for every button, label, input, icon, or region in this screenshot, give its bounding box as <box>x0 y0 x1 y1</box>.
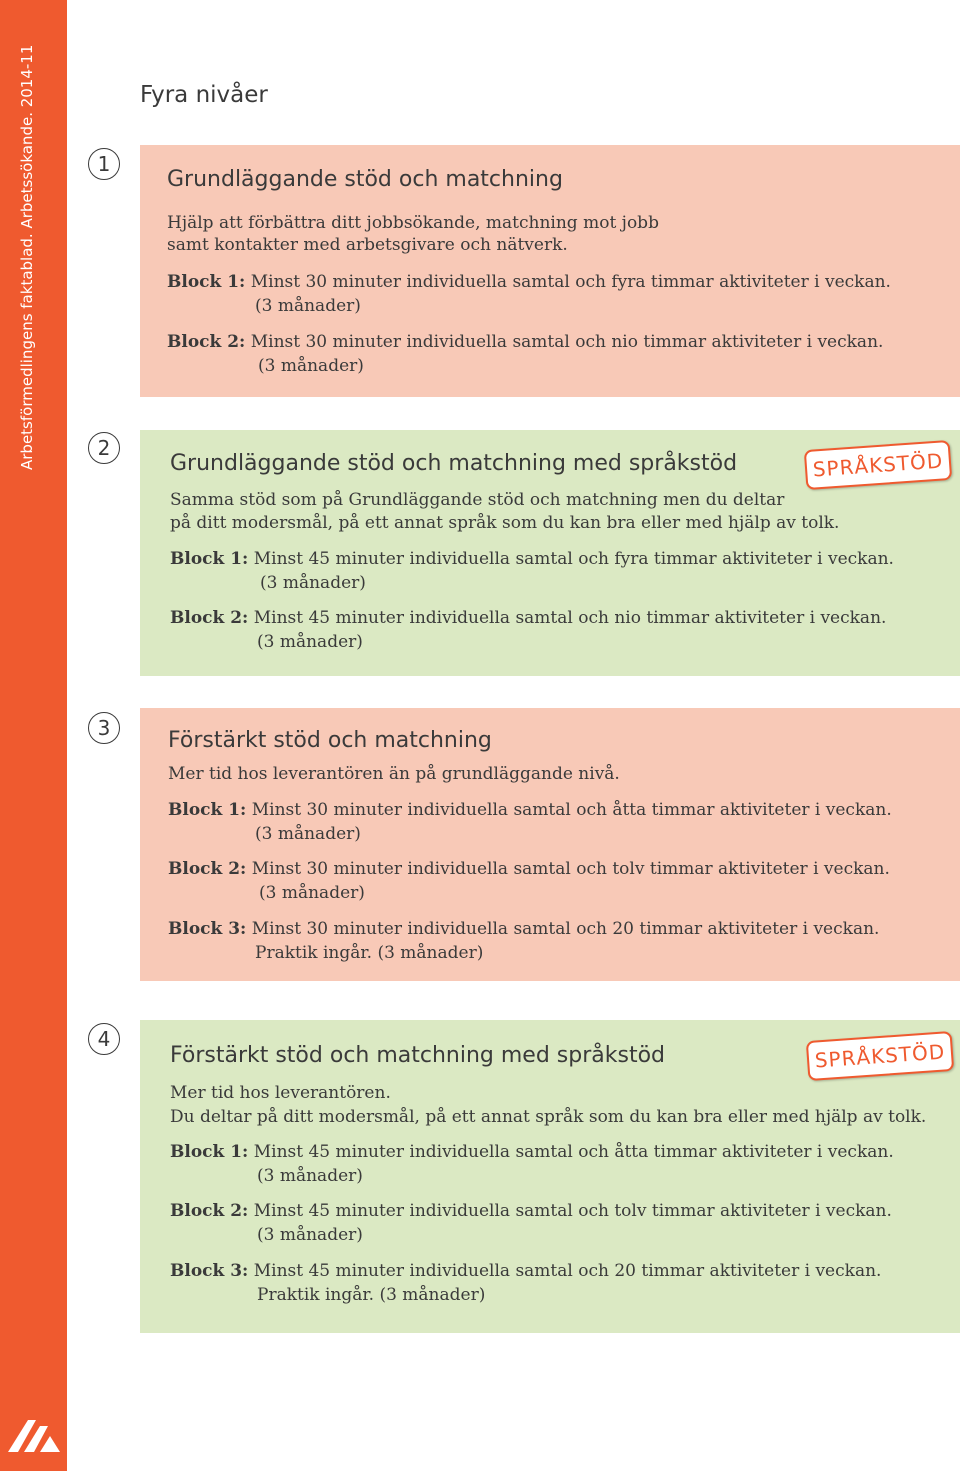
block-line <box>170 608 886 628</box>
block-text: Minst 30 minuter individuella samtal och åtta timmar aktiviteter i veckan. <box>251 800 892 820</box>
block-duration: (3 månader) <box>259 883 365 903</box>
block-duration: (3 månader) <box>255 824 361 844</box>
level-title: Grundläggande stöd och matchning <box>167 167 563 192</box>
block-line <box>170 1261 881 1281</box>
block-line <box>167 272 891 292</box>
block-text: Minst 45 minuter individuella samtal och tolv timmar aktiviteter i veckan. <box>253 1201 892 1221</box>
block-text: Minst 30 minuter individuella samtal och fyra timmar aktiviteter i veckan. <box>250 272 891 292</box>
block-label: Block 2: <box>170 608 249 628</box>
block-duration: (3 månader) <box>257 632 363 652</box>
block-duration: Praktik ingår. (3 månader) <box>257 1285 486 1305</box>
level-title: Grundläggande stöd och matchning med språkstöd <box>170 451 738 476</box>
arbetsformedlingen-logo-icon <box>6 1418 62 1452</box>
sidebar <box>0 0 67 1471</box>
block-text: Minst 45 minuter individuella samtal och åtta timmar aktiviteter i veckan. <box>253 1142 894 1162</box>
block-duration: (3 månader) <box>255 296 361 316</box>
block-label: Block 3: <box>170 1261 249 1281</box>
block-line <box>170 1142 894 1162</box>
page-title: Fyra nivåer <box>140 82 268 108</box>
level-description-line: Mer tid hos leverantören än på grundläggande nivå. <box>168 764 620 784</box>
level-card-2 <box>140 430 960 676</box>
block-duration: (3 månader) <box>257 1225 363 1245</box>
level-description-line: samt kontakter med arbetsgivare och nätverk. <box>167 235 568 255</box>
level-title: Förstärkt stöd och matchning <box>168 728 492 753</box>
block-text: Minst 30 minuter individuella samtal och tolv timmar aktiviteter i veckan. <box>251 859 890 879</box>
level-number-1: 1 <box>88 148 120 180</box>
block-label: Block 2: <box>168 859 247 879</box>
block-duration: (3 månader) <box>257 1166 363 1186</box>
block-line <box>168 859 890 879</box>
block-label: Block 2: <box>170 1201 249 1221</box>
block-line <box>170 1201 892 1221</box>
sprakstod-badge: SPRÅKSTÖD <box>806 1031 954 1081</box>
block-label: Block 1: <box>168 800 247 820</box>
block-label: Block 2: <box>167 332 246 352</box>
block-text: Minst 45 minuter individuella samtal och 20 timmar aktiviteter i veckan. <box>253 1261 882 1281</box>
level-card-1 <box>140 145 960 397</box>
level-card-3 <box>140 708 960 981</box>
block-text: Minst 30 minuter individuella samtal och 20 timmar aktiviteter i veckan. <box>251 919 880 939</box>
block-label: Block 1: <box>170 1142 249 1162</box>
block-text: Minst 45 minuter individuella samtal och fyra timmar aktiviteter i veckan. <box>253 549 894 569</box>
block-duration: (3 månader) <box>260 573 366 593</box>
block-label: Block 1: <box>167 272 246 292</box>
block-line <box>168 800 892 820</box>
block-text: Minst 30 minuter individuella samtal och nio timmar aktiviteter i veckan. <box>250 332 884 352</box>
block-line <box>168 919 879 939</box>
block-duration: Praktik ingår. (3 månader) <box>255 943 484 963</box>
block-duration: (3 månader) <box>258 356 364 376</box>
sidebar-caption: Arbetsförmedlingens faktablad. Arbetssökande. 2014-11 <box>18 44 36 470</box>
level-card-4 <box>140 1020 960 1333</box>
sprakstod-badge: SPRÅKSTÖD <box>804 440 952 490</box>
block-label: Block 1: <box>170 549 249 569</box>
block-text: Minst 45 minuter individuella samtal och nio timmar aktiviteter i veckan. <box>253 608 887 628</box>
level-description-line: Samma stöd som på Grundläggande stöd och matchning men du deltar <box>170 490 785 510</box>
level-description-line: Hjälp att förbättra ditt jobbsökande, matchning mot jobb <box>167 213 659 233</box>
level-title: Förstärkt stöd och matchning med språkstöd <box>170 1043 666 1068</box>
level-number-2: 2 <box>88 432 120 464</box>
level-number-3: 3 <box>88 712 120 744</box>
level-description-line: Mer tid hos leverantören. <box>170 1083 391 1103</box>
block-line <box>167 332 883 352</box>
level-description-line: Du deltar på ditt modersmål, på ett annat språk som du kan bra eller med hjälp av tolk. <box>170 1107 927 1127</box>
level-number-4: 4 <box>88 1023 120 1055</box>
block-label: Block 3: <box>168 919 247 939</box>
block-line <box>170 549 894 569</box>
level-description-line: på ditt modersmål, på ett annat språk som du kan bra eller med hjälp av tolk. <box>170 513 840 533</box>
